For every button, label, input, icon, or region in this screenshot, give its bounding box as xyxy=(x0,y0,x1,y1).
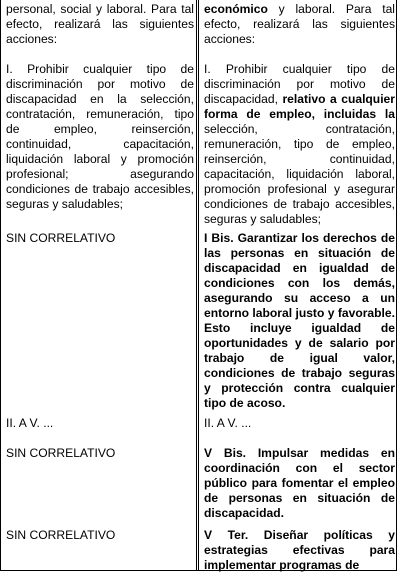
left-ii-v-text: II. A V. ... xyxy=(6,416,54,430)
left-fraction-i-text: I. Prohibir cualquier tipo de discriminación por motivo de discapacidad en la selección, contratación, remuneración, tipo de empleo, reinserción, continuidad, capacitación, liquidación laboral y promoción profesional; asegurando condiciones de trabajo accesibles, seguras y saludables; xyxy=(6,62,194,211)
right-fraction-i-text xyxy=(204,62,395,227)
right-i-bis-text: I Bis. Garantizar los derechos de las personas en situación de discapacidad en igualdad de condiciones con los demás, asegurando su acceso a un entorno laboral justo y favorable. Esto incluye igualdad de oportunidades y de salario por trabajo de igual valor, condiciones de trabajo seguras y protección contra cualquier tipo de acoso. xyxy=(204,231,395,410)
left-v-ter-cell xyxy=(1,528,196,543)
right-fraction-i-pre: I. Prohibir cualquier tipo de discriminación por motivo de discapacidad, xyxy=(204,62,395,106)
left-i-bis-text: SIN CORRELATIVO xyxy=(6,231,116,245)
left-i-bis-cell xyxy=(1,231,196,246)
right-column xyxy=(198,0,397,570)
left-v-ter-text: SIN CORRELATIVO xyxy=(6,528,116,542)
right-intro-cell xyxy=(199,2,397,47)
left-column xyxy=(1,0,197,570)
right-ii-v-cell xyxy=(199,416,397,431)
left-fraction-i-cell xyxy=(1,62,196,212)
right-ii-v-text: II. A V. ... xyxy=(204,416,252,430)
right-v-bis-text: V Bis. Impulsar medidas en coordinación con el sector público para fomentar el empleo de personas en situación de discapacidad. xyxy=(204,446,395,520)
right-v-ter-cell xyxy=(199,528,397,573)
right-fraction-i-bold: relativo a cualquier forma de empleo, incluidas la xyxy=(204,92,395,121)
right-intro-bold: económico xyxy=(204,2,268,16)
left-intro-cell xyxy=(1,2,196,47)
right-fraction-i-cell xyxy=(199,62,397,227)
left-intro-text: personal, social y laboral. Para tal efecto, realizará las siguientes acciones: xyxy=(6,2,194,46)
right-i-bis-cell xyxy=(199,231,397,411)
right-intro-text xyxy=(204,2,395,47)
left-v-bis-text: SIN CORRELATIVO xyxy=(6,446,116,460)
right-v-bis-cell xyxy=(199,446,397,521)
right-v-ter-text: V Ter. Diseñar políticas y estrategias efectivas para implementar programas de xyxy=(204,528,395,572)
right-fraction-i-post: selección, contratación, remuneración, tipo de empleo, reinserción, continuidad, capacitación, liquidación laboral, promoción profesional y asegurar condiciones de trabajo accesibles, seguras y saludables; xyxy=(204,122,395,226)
right-intro-rest: y laboral. Para tal efecto, realizará las siguientes acciones: xyxy=(204,2,395,46)
left-ii-v-cell xyxy=(1,416,196,431)
left-v-bis-cell xyxy=(1,446,196,461)
